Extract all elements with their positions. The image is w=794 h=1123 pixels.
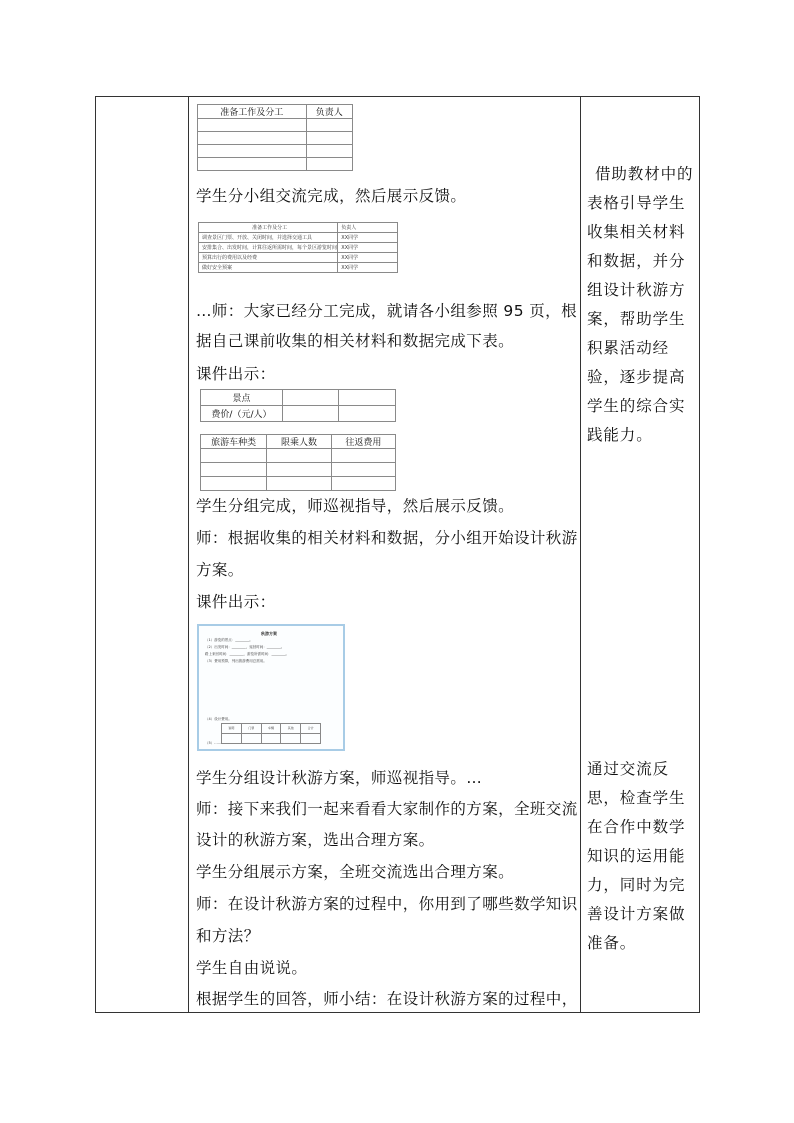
table-header-cell: 旅游车种类 xyxy=(201,435,267,449)
plan-line: （2）出发时间：________，返回时间：________。 xyxy=(205,645,285,649)
table-header-row xyxy=(198,105,353,119)
table-cell xyxy=(198,158,307,171)
table-cell: XX同学 xyxy=(338,253,398,263)
design-note-2: 通过交流反思，检查学生在合作中数学知识的运用能力，同时为完善设计方案做准备。 xyxy=(587,760,686,952)
table-row xyxy=(199,253,398,263)
table-header-cell: 门票 xyxy=(241,724,261,734)
table-cell xyxy=(198,132,307,145)
table-row xyxy=(198,119,353,132)
paragraph-teacher-assign-2: 据自己课前收集的相关材料和数据完成下表。 xyxy=(196,332,515,350)
plan-cost-table xyxy=(221,723,321,744)
table-row xyxy=(199,243,398,253)
table-row xyxy=(201,463,396,477)
table-header-cell: 准备工作及分工 xyxy=(198,105,307,119)
table-cell xyxy=(331,463,395,477)
table-cell xyxy=(306,132,353,145)
table-cell xyxy=(331,477,395,491)
table-cell xyxy=(198,119,307,132)
table-cell xyxy=(306,158,353,171)
paragraph-group-design: 学生分组设计秋游方案，师巡视指导。… xyxy=(196,769,483,787)
table-cell xyxy=(267,463,331,477)
table-row xyxy=(198,158,353,171)
table-header-cell: 合计 xyxy=(301,724,321,734)
table-row xyxy=(201,406,396,422)
table-cell xyxy=(267,477,331,491)
plan-line: （5）…… xyxy=(205,741,222,745)
table-header-cell: 负责人 xyxy=(306,105,353,119)
paragraph-teacher-share-2: 设计的秋游方案，选出合理方案。 xyxy=(196,831,435,849)
table-header-row xyxy=(199,223,398,233)
table-row xyxy=(198,132,353,145)
table-cell xyxy=(331,449,395,463)
table-cell xyxy=(222,734,242,744)
plan-line: 路上来回时间：________，游览所需时间：________。 xyxy=(205,652,289,656)
table-cell xyxy=(201,477,267,491)
table-header-cell: 负责人 xyxy=(338,223,398,233)
bus-table xyxy=(200,434,396,491)
table-cell: XX同学 xyxy=(338,263,398,273)
table-cell: 安排集合、出发时间，计算往返所需时间，每个景区游览时间 xyxy=(199,243,338,253)
table-cell xyxy=(281,734,301,744)
table-header-cell: 准备工作及分工 xyxy=(199,223,338,233)
table-cell xyxy=(201,449,267,463)
paragraph-group-show: 学生分组展示方案，全班交流选出合理方案。 xyxy=(196,863,515,881)
division-table-filled xyxy=(198,222,398,273)
plan-line: （4）设计费用。 xyxy=(205,717,232,721)
table-header-row xyxy=(222,724,321,734)
paragraph-student-talk: 学生自由说说。 xyxy=(196,959,308,977)
plan-line: （3）费用预算，列出旅游费用总需用。 xyxy=(205,659,267,663)
paragraph-teacher-assign-1: …师：大家已经分工完成，就请各小组参照 95 页，根 xyxy=(196,302,577,320)
table-header-cell: 其他 xyxy=(281,724,301,734)
design-note-1: 借助教材中的表格引导学生收集相关材料和数据，并分组设计秋游方案，帮助学生积累活动经验，逐步提高学生的综合实践能力。 xyxy=(587,165,694,444)
table-row xyxy=(201,477,396,491)
autumn-trip-plan-image xyxy=(197,624,345,751)
plan-line: （1）游览的景点：________。 xyxy=(205,638,253,642)
table-cell xyxy=(306,145,353,158)
paragraph-group-complete: 学生分组完成，师巡视指导，然后展示反馈。 xyxy=(196,497,515,515)
table-header-cell: 车辆 xyxy=(261,724,281,734)
table-cell: 做好安全预案 xyxy=(199,263,338,273)
table-cell: 景点 xyxy=(201,390,283,406)
table-row xyxy=(201,390,396,406)
table-cell xyxy=(267,449,331,463)
courseware-label: 课件出示： xyxy=(196,593,276,611)
division-table-empty xyxy=(197,104,353,171)
paragraph-exchange: 学生分小组交流完成，然后展示反馈。 xyxy=(196,187,467,205)
paragraph-teacher-design-1: 师：根据收集的相关材料和数据，分小组开始设计秋游 xyxy=(196,529,578,547)
table-cell xyxy=(282,406,339,422)
table-cell xyxy=(201,463,267,477)
table-row xyxy=(199,233,398,243)
table-row xyxy=(198,145,353,158)
table-cell: 预算出行的费用以及经费 xyxy=(199,253,338,263)
table-cell xyxy=(198,145,307,158)
table-cell: 调查景区门票、开放、关闭时间，并选择交通工具 xyxy=(199,233,338,243)
table-row xyxy=(201,449,396,463)
column-divider-left xyxy=(188,97,189,1012)
paragraph-teacher-question-2: 和方法？ xyxy=(196,927,260,945)
scenic-price-table xyxy=(200,389,396,422)
paragraph-teacher-summary: 根据学生的回答，师小结：在设计秋游方案的过程中， xyxy=(196,990,578,1008)
table-cell: XX同学 xyxy=(338,233,398,243)
table-header-cell: 说明 xyxy=(222,724,242,734)
table-cell: XX同学 xyxy=(338,243,398,253)
table-cell xyxy=(339,390,396,406)
table-row xyxy=(222,734,321,744)
table-cell xyxy=(282,390,339,406)
table-cell xyxy=(241,734,261,744)
plan-title: 秋游方案 xyxy=(261,631,277,636)
table-cell xyxy=(301,734,321,744)
table-cell xyxy=(261,734,281,744)
table-row xyxy=(199,263,398,273)
column-divider-right xyxy=(580,97,581,1012)
table-header-cell: 限乘人数 xyxy=(267,435,331,449)
courseware-label: 课件出示： xyxy=(196,365,276,383)
table-cell xyxy=(339,406,396,422)
paragraph-teacher-question-1: 师：在设计秋游方案的过程中，你用到了哪些数学知识 xyxy=(196,895,578,913)
paragraph-teacher-design-2: 方案。 xyxy=(196,561,244,579)
table-header-row xyxy=(201,435,396,449)
table-header-cell: 往返费用 xyxy=(331,435,395,449)
table-cell xyxy=(306,119,353,132)
table-cell: 费价/（元/人） xyxy=(201,406,283,422)
paragraph-teacher-share-1: 师：接下来我们一起来看看大家制作的方案，全班交流 xyxy=(196,800,578,818)
